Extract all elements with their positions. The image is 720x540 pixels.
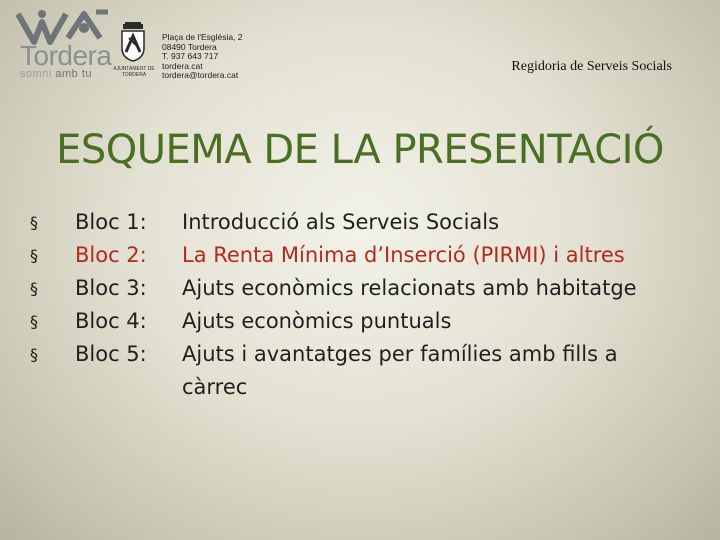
agenda-item xyxy=(30,272,700,305)
agenda-description: La Renta Mínima d’Inserció (PIRMI) i altres xyxy=(182,243,625,267)
agenda-item xyxy=(30,338,700,404)
agenda-description: Introducció als Serveis Socials xyxy=(182,210,500,234)
address-line: T. 937 643 717 xyxy=(162,51,219,62)
crest-label: AJUNTAMENT DE TORDERA xyxy=(113,66,155,78)
bullet-icon: § xyxy=(30,279,38,298)
logo-wordmark: Tordera xyxy=(20,40,112,71)
address-line: tordera.cat xyxy=(162,60,203,71)
address-line: Plaça de l'Església, 2 xyxy=(162,32,243,42)
agenda-bloc-label: Bloc 5: xyxy=(75,342,147,366)
agenda-bloc-label: Bloc 3: xyxy=(75,276,147,300)
bullet-icon: § xyxy=(30,246,38,265)
agenda-bloc-label: Bloc 4: xyxy=(75,309,147,333)
agenda-bloc-label: Bloc 1: xyxy=(75,210,147,234)
municipal-crest-icon xyxy=(120,22,146,62)
address-line: 08490 Tordera xyxy=(162,41,217,52)
address-block xyxy=(162,33,243,81)
agenda-description: Ajuts i avantatges per famílies amb fills a càrrec xyxy=(182,342,618,399)
slide-title: ESQUEMA DE LA PRESENTACIÓ xyxy=(56,127,664,173)
logo-tagline xyxy=(20,68,92,80)
agenda-item xyxy=(30,206,700,239)
slide-header xyxy=(0,0,720,90)
agenda-description: Ajuts econòmics relacionats amb habitatge xyxy=(182,276,637,300)
logo-tagline-dark: amb tu xyxy=(55,68,93,80)
bullet-icon: § xyxy=(30,213,38,232)
bullet-icon: § xyxy=(30,345,38,364)
department-title: Regidoria de Serveis Socials xyxy=(511,59,672,74)
agenda-list xyxy=(30,206,700,404)
agenda-description: Ajuts econòmics puntuals xyxy=(182,309,452,333)
logo-tagline-light: somni xyxy=(20,68,52,80)
bullet-icon: § xyxy=(30,312,38,331)
agenda-item-highlighted xyxy=(30,239,700,272)
agenda-item xyxy=(30,305,700,338)
address-line: tordera@tordera.cat xyxy=(162,70,239,81)
agenda-bloc-label: Bloc 2: xyxy=(75,243,147,267)
